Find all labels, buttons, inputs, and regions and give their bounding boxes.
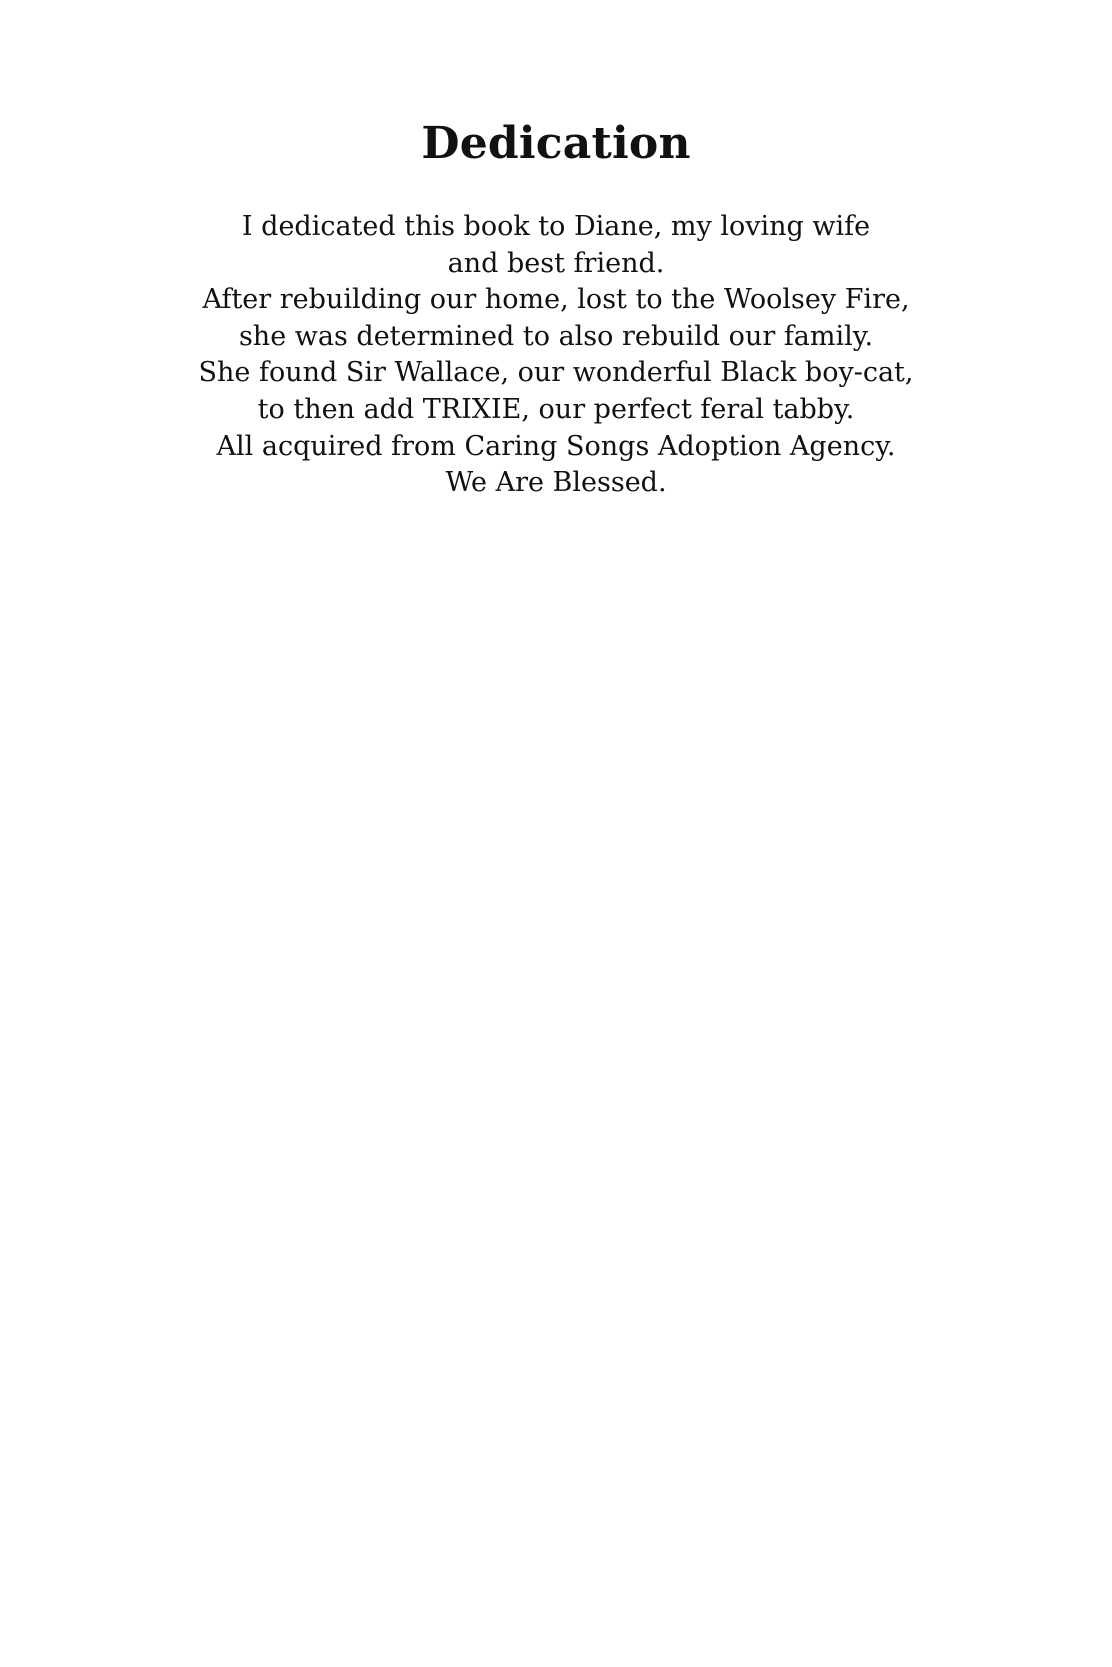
- dedication-line: she was determined to also rebuild our family.: [238, 320, 874, 352]
- dedication-line: I dedicated this book to Diane, my loving wife: [241, 211, 871, 242]
- dedication-line: and best friend.: [447, 247, 665, 279]
- dedication-text: [0, 209, 1112, 502]
- dedication-line: She found Sir Wallace, our wonderful Black boy-cat,: [198, 357, 914, 389]
- dedication-line: to then add TRIXIE, our perfect feral tabby.: [257, 393, 855, 425]
- dedication-line: After rebuilding our home, lost to the Woolsey Fire,: [202, 284, 910, 316]
- page-title: Dedication: [421, 118, 691, 169]
- dedication-line: All acquired from Caring Songs Adoption Agency.: [216, 430, 896, 462]
- dedication-line: We Are Blessed.: [445, 467, 667, 499]
